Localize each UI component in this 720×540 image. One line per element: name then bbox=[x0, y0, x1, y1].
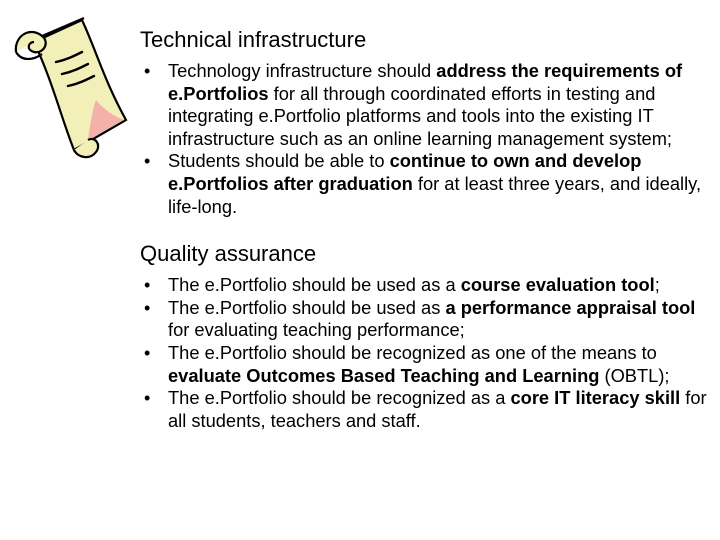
scroll-icon bbox=[4, 10, 136, 160]
bullet-item bbox=[140, 297, 710, 342]
bullet-list bbox=[140, 274, 710, 432]
bold-text: evaluate Outcomes Based Teaching and Learning bbox=[168, 364, 600, 386]
section-technical-infrastructure bbox=[140, 26, 710, 218]
bold-text: address the requirements of e.Portfolios bbox=[168, 60, 683, 104]
bold-text: a performance appraisal tool bbox=[445, 296, 696, 318]
section-title: Quality assurance bbox=[140, 241, 317, 267]
text-run: for all students, teachers and staff. bbox=[168, 387, 707, 431]
text-run: for all through coordinated efforts in testing and integrating e.Portfolio platforms and tools into the existing IT infrastructure such as an online learning management system; bbox=[168, 82, 673, 149]
text-run: The e.Portfolio should be used as a bbox=[168, 274, 461, 296]
section-quality-assurance bbox=[140, 240, 710, 432]
text-run: Students should be able to bbox=[168, 150, 390, 172]
bullet-item bbox=[140, 150, 710, 218]
bold-text: core IT literacy skill bbox=[510, 387, 681, 409]
text-run: for at least three years, and ideally, life-long. bbox=[168, 172, 702, 217]
bullet-item bbox=[140, 387, 710, 432]
section-title: Technical infrastructure bbox=[140, 27, 367, 52]
bullet-item bbox=[140, 342, 710, 387]
bullet-item bbox=[140, 274, 710, 297]
bullet-item bbox=[140, 60, 710, 150]
text-run: The e.Portfolio should be used as bbox=[168, 296, 446, 318]
text-run: Technology infrastructure should bbox=[168, 60, 437, 81]
text-run: ; bbox=[654, 274, 660, 296]
slide-content bbox=[140, 26, 710, 432]
text-run: The e.Portfolio should be recognized as a bbox=[168, 387, 511, 409]
bold-text: continue to own and develop e.Portfolios after graduation bbox=[168, 150, 642, 194]
bullet-list bbox=[140, 60, 710, 218]
text-run: for evaluating teaching performance; bbox=[168, 319, 465, 341]
text-run: (OBTL); bbox=[599, 364, 670, 386]
bold-text: course evaluation tool bbox=[460, 274, 655, 296]
text-run: The e.Portfolio should be recognized as one of the means to bbox=[168, 341, 657, 363]
